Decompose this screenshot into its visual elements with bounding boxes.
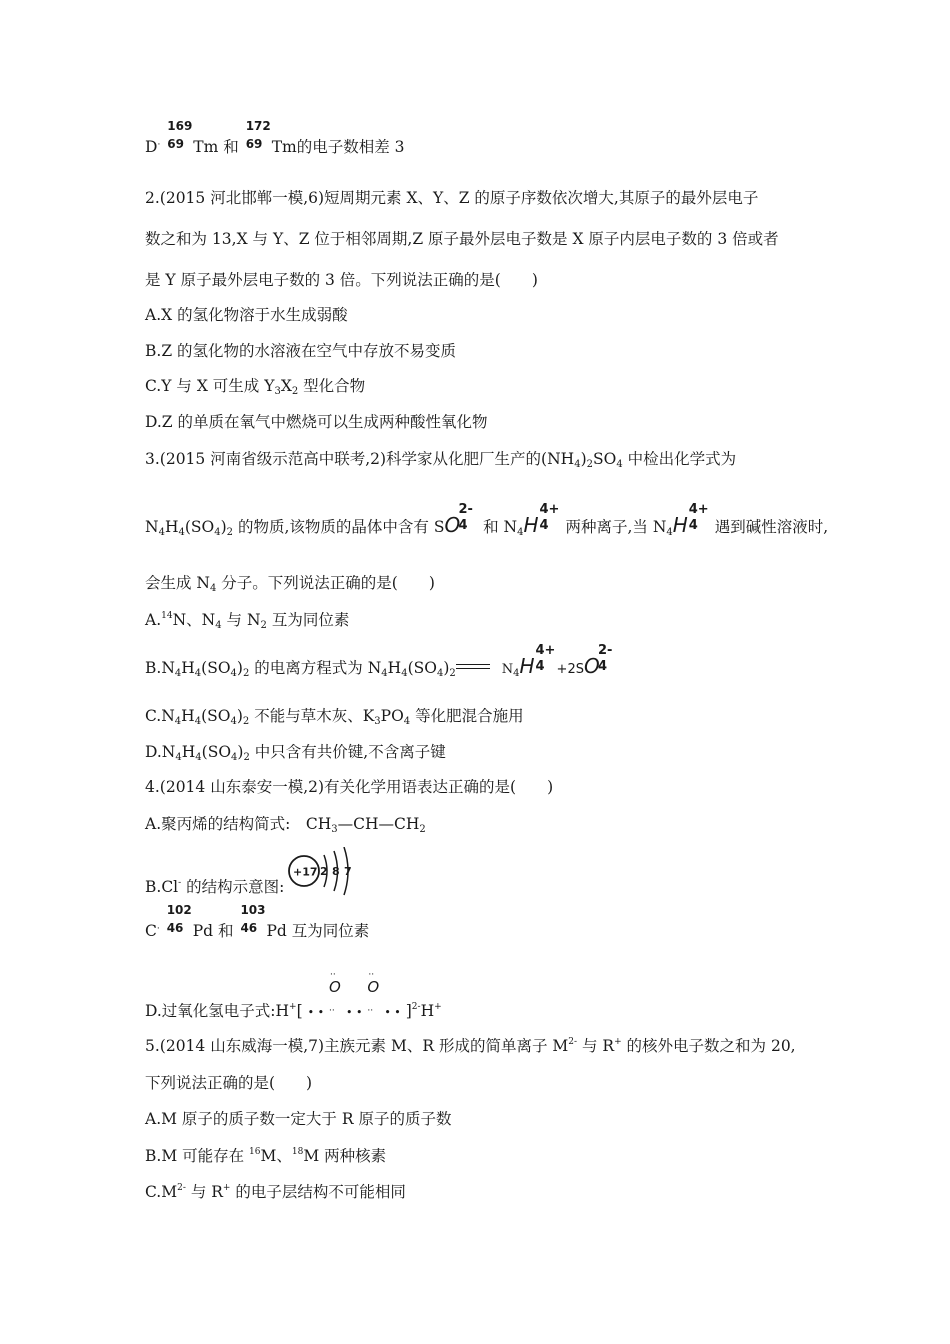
q5-stem-line1: 5.(2014 山东威海一模,7)主族元素 M、R 形成的简单离子 $M^{2-}$ 与 R+ 的核外电子数之和为 20,: [145, 1037, 796, 1055]
q3-option-d: D.N4H4(SO4)2 中只含有共价键,不含离子键: [145, 743, 446, 763]
shell-2-count: 8: [332, 865, 340, 878]
chlorine-ion-structure-diagram: [286, 847, 366, 897]
shell-3-count: 7: [344, 865, 352, 878]
q4-option-d: D.过氧化氢电子式:H+[ • • O ·· ·· • • O ·· ·· • • ]$^{2-}$H+: [145, 970, 442, 1020]
equilibrium-arrow: [456, 663, 490, 671]
q5-option-b: B.M 可能存在 $^{16}$M、$^{18}$M 两种核素: [145, 1147, 387, 1165]
q3-option-a: A.$^{14}$N、N4 与 N2 互为同位素: [145, 611, 350, 631]
sulfate-ion-formula: O 2- 4: [444, 502, 473, 537]
isotope-pd-102: 102 46: [166, 903, 192, 935]
ion-h4-4plus: H 4+ 4: [519, 643, 556, 678]
q3-stem-line2: N4H4(SO4)2 的物质,该物质的晶体中含有 SO 2- 4 和 N4H 4+ 4 两种离子,当 N4H 4+ 4 遇到碱性溶液时,: [145, 502, 829, 538]
q3-stem-line1: 3.(2015 河南省级示范高中联考,2)科学家从化肥厂生产的(NH4)2SO4 中检出化学式为: [145, 450, 737, 470]
isotope-tm-172: 172 69: [245, 119, 271, 151]
isotope-pd-103: 103 46: [240, 903, 266, 935]
q2-stem-line3: 是 Y 原子最外层电子数的 3 倍。下列说法正确的是( ): [145, 271, 538, 289]
nucleus-charge: +17: [293, 865, 318, 879]
q4-option-a: A.聚丙烯的结构简式: CH3—CH—CH2: [145, 815, 426, 835]
q2-option-d: D.Z 的单质在氧气中燃烧可以生成两种酸性氧化物: [145, 413, 488, 431]
q3-option-b: B.N4H4(SO4)2 的电离方程式为 N4H4(SO4)2 N4H 4+ 4 +2SO 2- 4: [145, 656, 618, 679]
q2-option-b: B.Z 的氢化物的水溶液在空气中存放不易变质: [145, 342, 457, 360]
q5-option-c: $C.M^{2-}$ 与 R+ 的电子层结构不可能相同: [145, 1183, 406, 1201]
q4-option-b: B.Cl- 的结构示意图:: [145, 878, 285, 896]
ion-o4-2minus: O 2- 4: [583, 643, 613, 678]
q2-option-a: A.X 的氢化物溶于水生成弱酸: [145, 306, 348, 324]
ammonium-like-ion-formula: H 4+ 4: [523, 502, 560, 537]
q2-stem-line2: 数之和为 13,X 与 Y、Z 位于相邻周期,Z 原子最外层电子数是 X 原子内层电子数的 3 倍或者: [145, 230, 779, 248]
oxygen-atom-1: O ·· ··: [329, 970, 341, 1016]
oxygen-atom-2: O ·· ··: [367, 970, 380, 1016]
shell-1-count: 2: [320, 865, 328, 878]
q4-stem: 4.(2014 山东泰安一模,2)有关化学用语表达正确的是( ): [145, 778, 554, 796]
q5-stem-line2: 下列说法正确的是( ): [145, 1074, 313, 1092]
q4-option-c: C· 102 46 Pd 和 103 46 Pd 互为同位素: [145, 903, 370, 940]
q2-option-c: C.Y 与 X 可生成 Y3X2 型化合物: [145, 377, 366, 397]
q3-stem-line3: 会生成 N4 分子。下列说法正确的是( ): [145, 574, 435, 594]
q2-stem-line1: 2.(2015 河北邯郸一模,6)短周期元素 X、Y、Z 的原子序数依次增大,其原子的最外层电子: [145, 189, 759, 207]
q3-option-c: C.N4H4(SO4)2 不能与草木灰、K3PO4 等化肥混合施用: [145, 707, 524, 727]
isotope-tm-169: 169 69: [167, 119, 193, 151]
q5-option-a: A.M 原子的质子数一定大于 R 原子的质子数: [145, 1110, 452, 1128]
ammonium-like-ion-formula-2: H 4+ 4: [672, 502, 709, 537]
q1-option-d: D· 169 69 Tm 和 172 69 Tm的电子数相差 3: [145, 119, 405, 156]
